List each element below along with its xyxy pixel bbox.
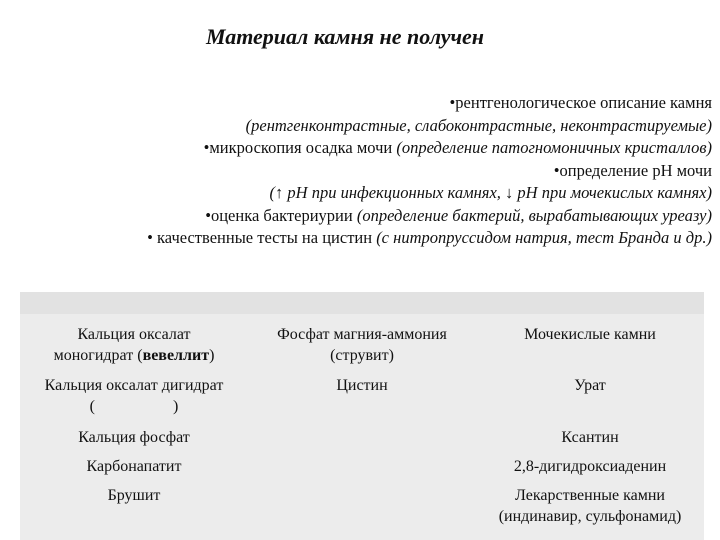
- stone-cystine: Цистин: [336, 377, 388, 394]
- stone-cell-fragment: ): [173, 398, 179, 415]
- stone-brushite: Брушит: [107, 487, 161, 504]
- stone-cell-line: Лекарственные камни: [515, 487, 665, 504]
- stone-cell-line: Кальция оксалат: [77, 326, 191, 343]
- stone-calcium-phosphate: Кальция фосфат: [78, 429, 190, 446]
- method-ph-text: •определение pH мочи: [553, 160, 712, 180]
- stone-struvite: [248, 324, 476, 366]
- stone-cell-line: Фосфат магния-аммония: [277, 326, 447, 343]
- method-ph: [7, 160, 712, 183]
- stone-calcium-oxalate-monohydrate: [20, 324, 248, 366]
- method-bacteriuria-text: •оценка бактериурии: [205, 205, 357, 225]
- stone-cell-fragment: ): [209, 347, 215, 364]
- stone-cell-line: (струвит): [330, 347, 394, 364]
- stone-uric-acid: Мочекислые камни: [524, 326, 656, 343]
- method-xray-note: [7, 115, 712, 138]
- method-xray: [7, 92, 712, 115]
- method-ph-note: [7, 182, 712, 205]
- method-bacteriuria: [7, 205, 712, 228]
- method-microscopy-text: •микроскопия осадка мочи: [203, 138, 397, 157]
- stone-types-table: [20, 292, 704, 540]
- stone-xanthine: Ксантин: [561, 429, 619, 446]
- method-bacteriuria-note: (определение бактерий, вырабатывающих уреазу): [356, 205, 712, 225]
- table-header-band: [20, 292, 704, 314]
- stone-dihydroxyadenine: 2,8-дигидроксиаденин: [513, 458, 667, 475]
- stone-urate: Урат: [574, 377, 606, 394]
- slide-title: Материал камня не получен: [205, 24, 485, 49]
- stone-cell-line: [20, 345, 248, 366]
- method-cystine-note: (с нитропруссидом натрия, тест Бранда и др.): [376, 228, 712, 247]
- diagnostic-methods-list: [7, 92, 712, 250]
- stone-cell-line: [20, 396, 248, 417]
- stone-calcium-oxalate-dihydrate: [20, 375, 248, 417]
- stone-cell-fragment: (: [89, 398, 95, 415]
- stone-mineral-name: вевеллит: [142, 347, 210, 364]
- method-cystine-text: • качественные тесты на цистин: [147, 228, 377, 247]
- method-cystine: [7, 227, 712, 250]
- method-ph-note-text: (↑ pH при инфекционных камнях, ↓ pH при мочекислых камнях): [269, 183, 712, 202]
- stone-cell-line: (индинавир, сульфонамид): [498, 508, 682, 525]
- stone-cell-fragment: моногидрат (: [53, 347, 143, 364]
- method-microscopy-note: (определение патогномоничных кристаллов): [396, 138, 712, 157]
- stone-carbonapatite: Карбонапатит: [86, 458, 182, 475]
- stone-drug-induced: [476, 485, 704, 527]
- stone-cell-line: Кальция оксалат дигидрат: [44, 377, 224, 394]
- method-microscopy: [7, 137, 712, 160]
- method-xray-note-text: (рентгенконтрастные, слабоконтрастные, неконтрастируемые): [245, 115, 712, 135]
- method-xray-text: •рентгенологическое описание камня: [449, 93, 712, 112]
